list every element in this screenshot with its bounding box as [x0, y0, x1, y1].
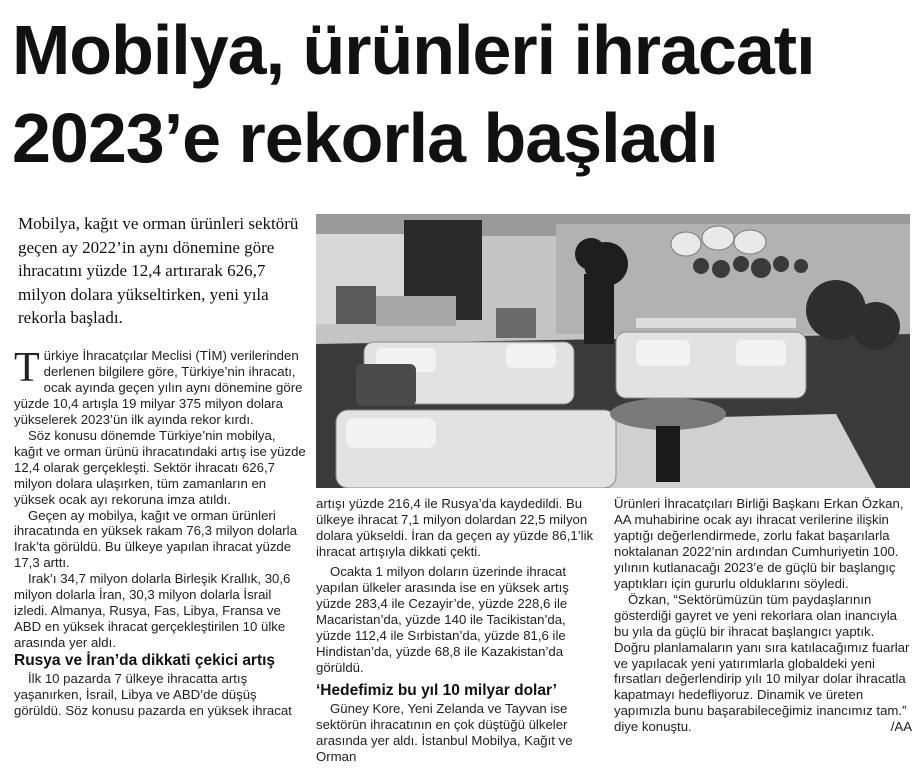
col1-paragraph-4: Irak’ı 34,7 milyon dolarla Birleşik Krallık, 30,6 milyon dolarla İran, 30,3 milyon dolarla İsrail izledi. Almanya, Rusya, Fas, Libya, Fransa ve ABD en yüksek ihracat gerçekleştirilen 10 ülke arasında yer aldı. [14, 571, 291, 651]
dropcap: T [14, 345, 40, 391]
agency-signature: /AA [890, 719, 912, 735]
col3-paragraph-1: Ürünleri İhracatçıları Birliği Başkanı Erkan Özkan, AA muhabirine ocak ayı ihracat verilerine ilişkin yaptığı değerlendirmede, zorlu fakat başarılarla noktalanan 2022’nin ardından Cumhuriyetin 100. yılının kutlanacağı 2023’e de güçlü bir başlangıç yaptıkları için gururlu olduklarını söyledi. [614, 496, 904, 591]
col2-paragraph-3: Güney Kore, Yeni Zelanda ve Tayvan ise sektörün ihracatının en çok düştüğü ülkeler arasında yer aldı. İstanbul Mobilya, Kağıt ve Orman [316, 701, 573, 765]
subheading-target: ‘Hedefimiz bu yıl 10 milyar dolar’ [316, 682, 557, 700]
col1-paragraph-1: ürkiye İhracatçılar Meclisi (TİM) verilerinden derlenen bilgilere göre, Türkiye’nin ihracatı, ocak ayında geçen yılın aynı dönemine göre yüzde 10,4 artışla 19 milyar 375 milyon dolara yükselerek 2023’ün ilk ayında rekor kırdı. [14, 348, 303, 427]
col2-paragraph-2: Ocakta 1 milyon doların üzerinde ihracat yapılan ülkeler arasında ise en yüksek artış yüzde 283,4 ile Cezayir’de, yüzde 228,6 ile Macaristan’da, yüzde 140 ile Tacikistan’da, yüzde 112,4 ile Sırbistan’da, yüzde 81,6 ile Hindistan’da, yüzde 68,8 ile Kazakistan’da görüldü. [316, 563, 569, 675]
col3-paragraph-2-text: Özkan, “Sektörümüzün tüm paydaşlarının gösterdiği gayret ve yeni rekorlara olan inancıyla bu yıla da güçlü bir ihracat başlangıcı yaptık. Doğru planlamaların yanı sıra katılacağımız fuarlar ve yapılacak yeni yatırımlarla globaldeki yeni fırsatları değerlendirip yılı 10 milyar dolar ihracatla kapatmayı hedefliyoruz. Dinamik ve üreten yapımızla bunu başarabileceğimiz inancımız tam.” diye konuştu. [614, 591, 910, 735]
headline-line-2: 2023’e rekorla başladı [12, 99, 718, 177]
col3-paragraph-2 [614, 592, 912, 736]
headline-line-1: Mobilya, ürünleri ihracatı [12, 11, 815, 89]
headline [12, 6, 912, 182]
subheading-russia-iran: Rusya ve İran’da dikkati çekici artış [14, 652, 276, 670]
lead-paragraph: Mobilya, kağıt ve orman ürünleri sektörü geçen ay 2022’in aynı dönemine göre ihracatını yüzde 12,4 artırarak 626,7 milyon dolara yükseltirken, yeni yıla rekorla başladı. [18, 214, 299, 327]
col2-paragraph-1: artışı yüzde 216,4 ile Rusya’da kaydedildi. Bu ülkeye ihracat 7,1 milyon dolardan 22,5 milyon dolara yükseldi. İran da geçen ay yüzde 86,1’lik ihracat artışıyla dikkati çekti. [316, 496, 594, 559]
article-column-3 [614, 496, 912, 735]
col1-paragraph-2: Söz konusu dönemde Türkiye’nin mobilya, kağıt ve orman ürünü ihracatındaki artış ise yüzde 12,4 olarak gerçekleşti. Sektör ihracatı 626,7 milyon dolara ulaşırken, tüm zamanların en yüksek ocak ayı rekoruna imza atıldı. [14, 427, 306, 507]
col1-paragraph-3: Geçen ay mobilya, kağıt ve orman ürünleri ihracatında en yüksek rakam 76,3 milyon dolarla Irak’ta görüldü. Bu ülkeye yapılan ihracat yüzde 17,3 arttı. [14, 507, 297, 571]
article-column-1 [14, 345, 306, 719]
furniture-showroom-photo [316, 214, 910, 488]
col1-paragraph-5: İlk 10 pazarda 7 ülkeye ihracatta artış yaşanırken, İsrail, Libya ve ABD’de düşüş görüldü. Söz konusu pazarda en yüksek ihracat [14, 671, 292, 719]
article-column-2 [316, 496, 604, 765]
